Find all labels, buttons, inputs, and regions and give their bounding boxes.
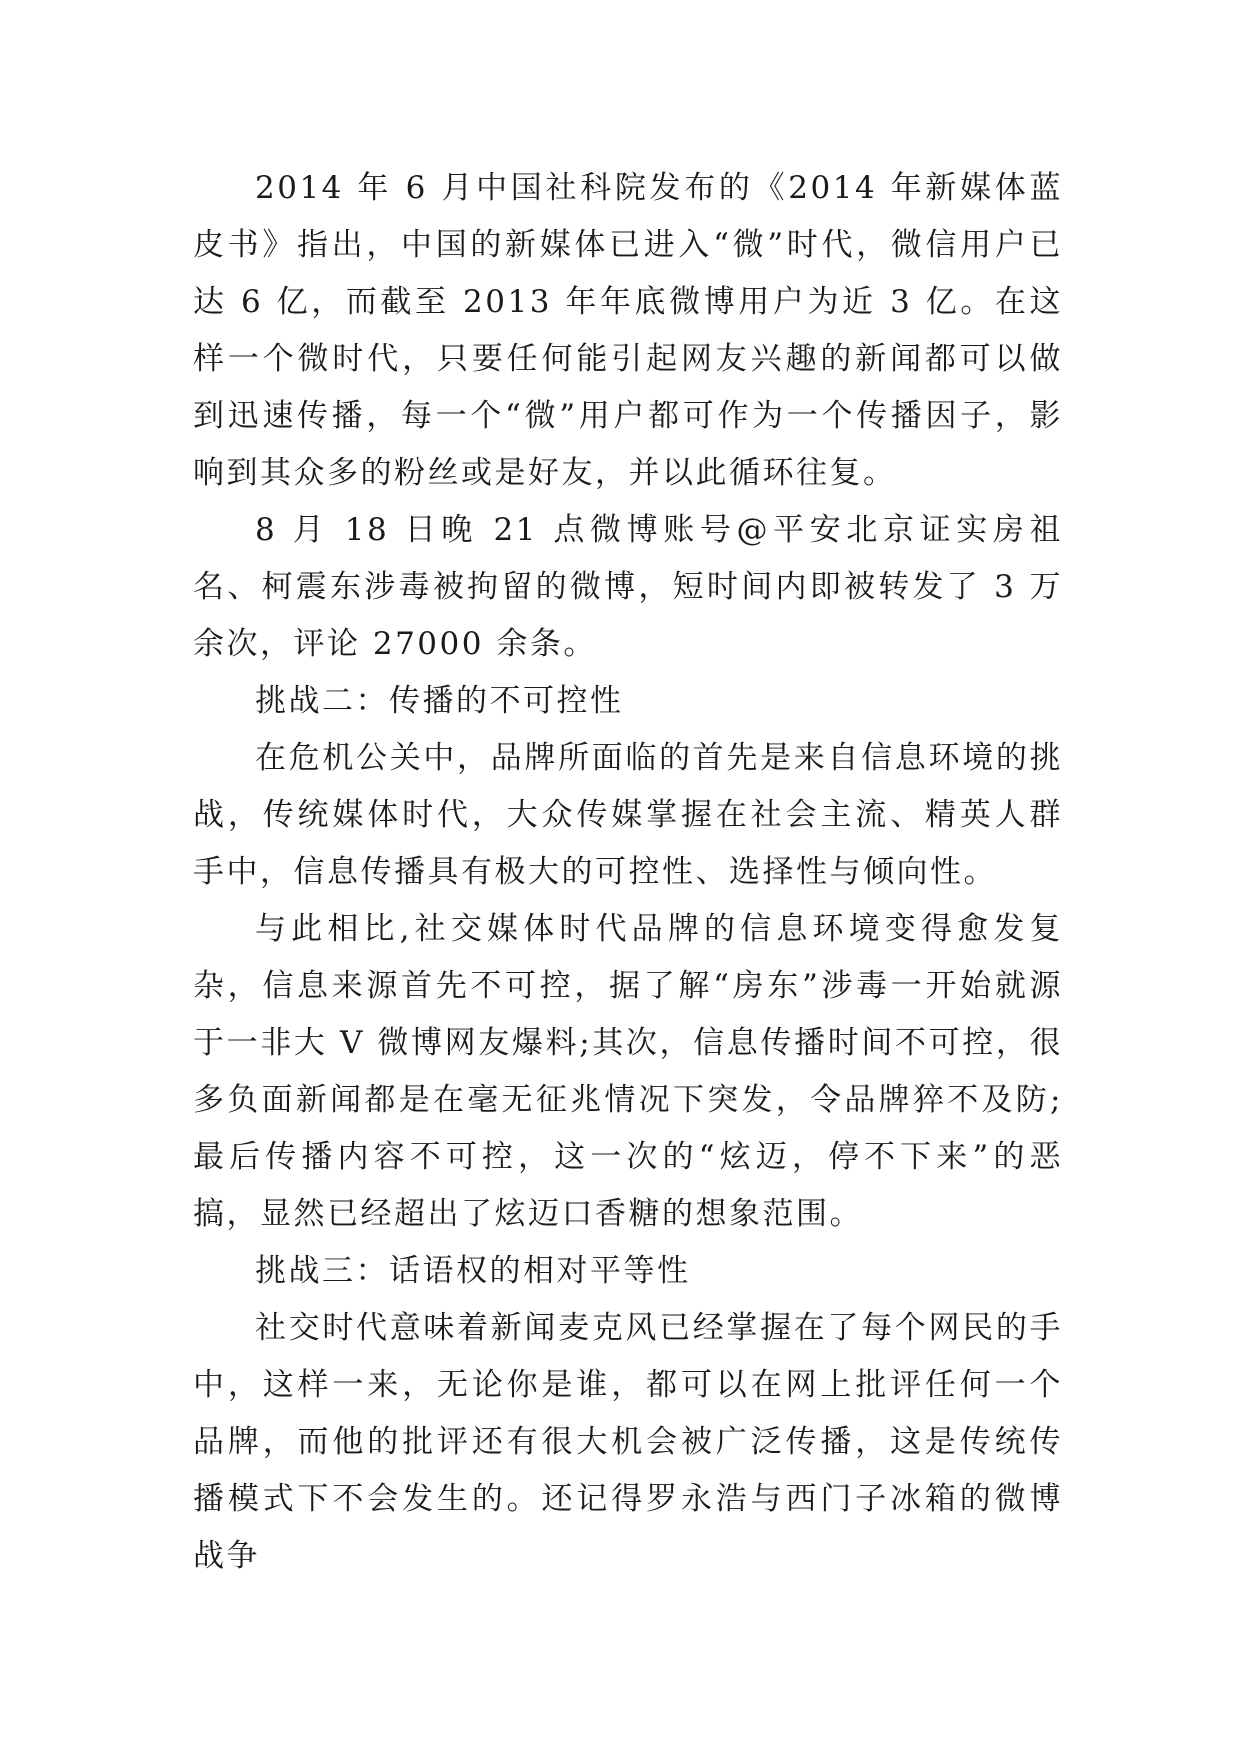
paragraph-crisis-pr: 在危机公关中，品牌所面临的首先是来自信息环境的挑战，传统媒体时代，大众传媒掌握在社会主流、精英人群手中，信息传播具有极大的可控性、选择性与倾向性。 (193, 740, 1063, 890)
heading-challenge-two: 挑战二：传播的不可控性 (255, 683, 624, 719)
heading-challenge-three: 挑战三：话语权的相对平等性 (255, 1253, 691, 1289)
document-body (193, 160, 1063, 1585)
paragraph-social-media-environment: 与此相比,社交媒体时代品牌的信息环境变得愈发复杂，信息来源首先不可控，据了解“房东”涉毒一开始就源于一非大 V 微博网友爆料;其次，信息传播时间不可控，很多负面新闻都是在毫无征兆情况下突发，令品牌猝不及防;最后传播内容不可控，这一次的“炫迈，停不下来”的恶搞，显然已经超出了炫迈口香糖的想象范围。 (193, 911, 1063, 1232)
paragraph-discourse-power: 社交时代意味着新闻麦克风已经掌握在了每个网民的手中，这样一来，无论你是谁，都可以在网上批评任何一个品牌，而他的批评还有很大机会被广泛传播，这是传统传播模式下不会发生的。还记得罗永浩与西门子冰箱的微博战争 (193, 1310, 1063, 1574)
paragraph-weibo-repost: 8 月 18 日晚 21 点微博账号@平安北京证实房祖名、柯震东涉毒被拘留的微博，短时间内即被转发了 3 万余次，评论 27000 余条。 (193, 512, 1063, 662)
paragraph-new-media-bluebook: 2014 年 6 月中国社科院发布的《2014 年新媒体蓝皮书》指出，中国的新媒体已进入“微”时代，微信用户已达 6 亿，而截至 2013 年年底微博用户为近 3 亿。在这样一个微时代，只要任何能引起网友兴趣的新闻都可以做到迅速传播，每一个“微”用户都可作为一个传播因子，影响到其众多的粉丝或是好友，并以此循环往复。 (193, 170, 1063, 491)
